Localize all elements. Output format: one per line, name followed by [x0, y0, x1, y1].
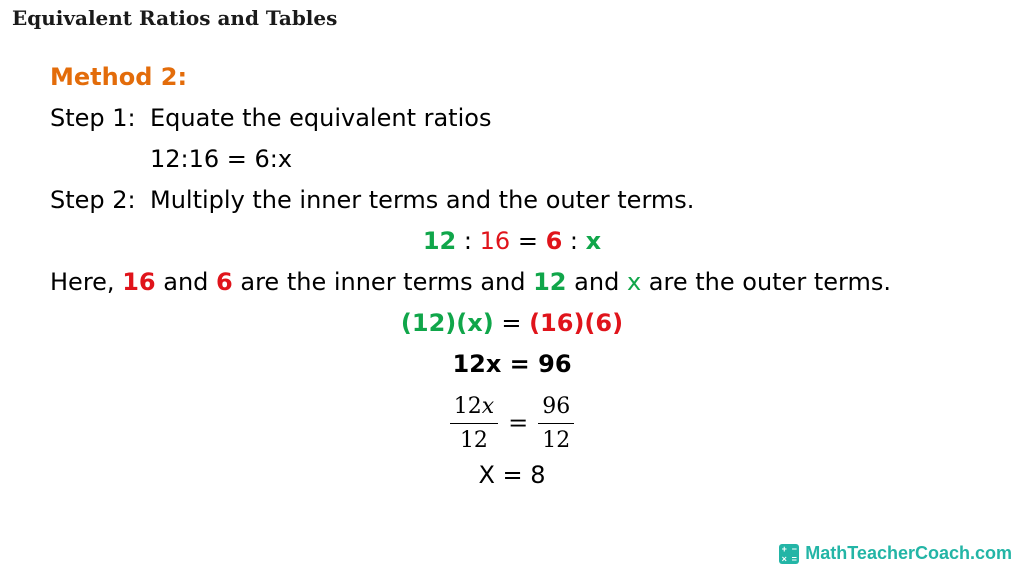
inner-terms-text: are the inner terms and	[240, 268, 526, 296]
here-text: Here,	[50, 268, 115, 296]
left-fraction	[450, 394, 498, 453]
inner-term-6: 6	[216, 268, 233, 296]
colon: :	[569, 227, 579, 255]
page-title: Equivalent Ratios and Tables	[12, 6, 338, 30]
outer-terms-text: are the outer terms.	[648, 268, 891, 296]
ratio-line	[0, 227, 1024, 255]
outer-term-x: x	[585, 227, 602, 255]
inner-term-16: 16	[479, 227, 511, 255]
logo-text: MathTeacherCoach.com	[805, 543, 1012, 563]
method-heading: Method 2:	[50, 63, 188, 91]
right-fraction	[538, 394, 574, 453]
inner-term-16: 16	[122, 268, 156, 296]
equals-sign: =	[517, 227, 538, 255]
calculator-icon: + − × =	[779, 544, 799, 564]
step2-label: Step 2:	[50, 186, 136, 214]
inner-product: (16)(6)	[529, 309, 624, 337]
product-line	[0, 309, 1024, 337]
equals-sign: =	[508, 409, 529, 437]
inner-term-6: 6	[545, 227, 563, 255]
right-numerator: 96	[538, 394, 574, 424]
and-text: and	[574, 268, 620, 296]
step2-text: Multiply the inner terms and the outer terms.	[150, 186, 695, 214]
outer-term-12: 12	[533, 268, 567, 296]
outer-product: (12)(x)	[400, 309, 494, 337]
simplified-equation: 12x = 96	[452, 350, 572, 378]
outer-term-x: x	[626, 268, 642, 296]
step1-label: Step 1:	[50, 104, 136, 132]
step1-text: Equate the equivalent ratios	[150, 104, 492, 132]
equals-sign: =	[501, 309, 522, 337]
explanation-line	[50, 268, 891, 296]
colon: :	[463, 227, 472, 255]
outer-term-12: 12	[422, 227, 457, 255]
answer: X = 8	[478, 461, 546, 489]
fraction-equation	[0, 388, 1024, 458]
left-numerator: 12𝑥	[450, 394, 498, 424]
and-text: and	[163, 268, 209, 296]
left-denominator: 12	[459, 427, 488, 453]
right-denominator: 12	[542, 427, 571, 453]
site-logo[interactable]	[779, 543, 1012, 564]
step1-ratio: 12:16 = 6:x	[150, 145, 293, 173]
